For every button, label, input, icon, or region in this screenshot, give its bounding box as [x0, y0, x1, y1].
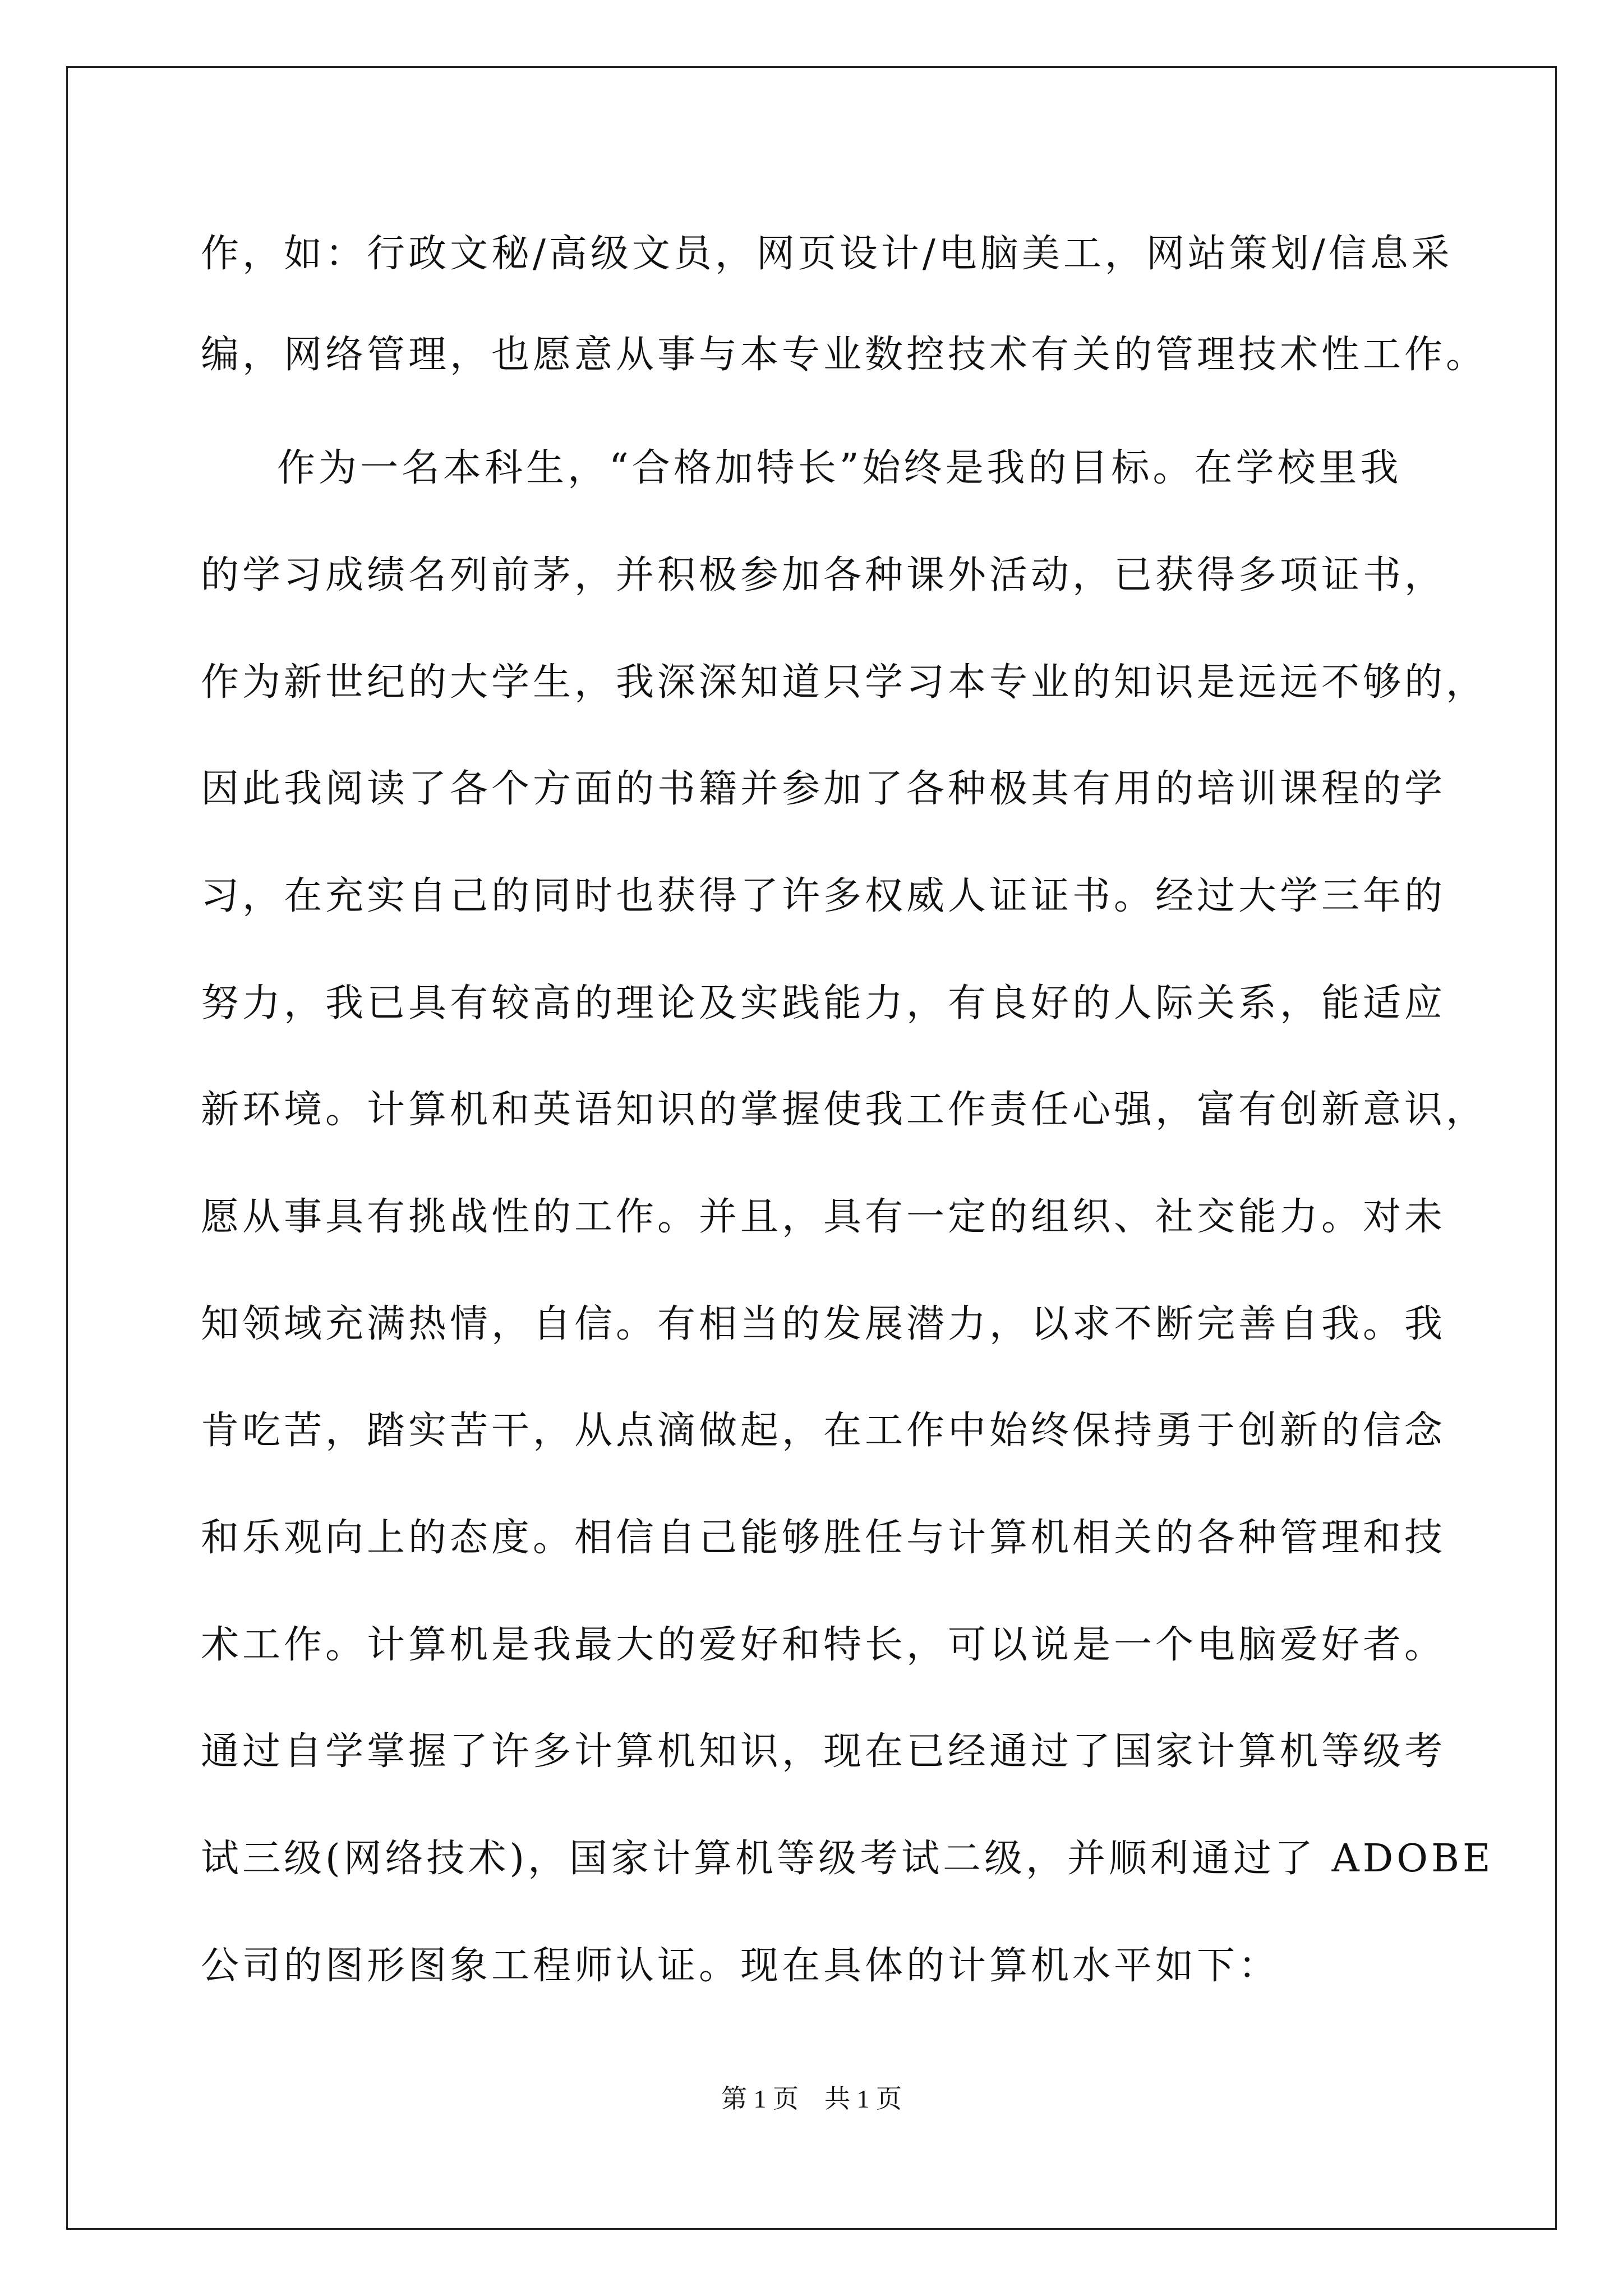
text-line: 编，网络管理，也愿意从事与本专业数控技术有关的管理技术性工作。	[201, 333, 1488, 377]
text-line: 通过自学掌握了许多计算机知识，现在已经通过了国家计算机等级考	[201, 1729, 1446, 1774]
text-line: 因此我阅读了各个方面的书籍并参加了各种极其有用的培训课程的学	[201, 767, 1446, 811]
text-line: 努力，我已具有较高的理论及实践能力，有良好的人际关系，能适应	[201, 981, 1446, 1025]
text-line: 新环境。计算机和英语知识的掌握使我工作责任心强，富有创新意识，	[201, 1088, 1488, 1132]
text-line: 公司的图形图象工程师认证。现在具体的计算机水平如下：	[201, 1944, 1280, 1988]
text-line: 愿从事具有挑战性的工作。并且，具有一定的组织、社交能力。对未	[201, 1195, 1446, 1239]
text-line: 习，在充实自己的同时也获得了许多权威人证证书。经过大学三年的	[201, 874, 1446, 918]
page-border	[66, 66, 1557, 2230]
text-line: 肯吃苦，踏实苦干，从点滴做起，在工作中始终保持勇于创新的信念	[201, 1409, 1446, 1453]
text-line: 作为新世纪的大学生，我深深知道只学习本专业的知识是远远不够的，	[201, 660, 1488, 705]
text-line: 和乐观向上的态度。相信自己能够胜任与计算机相关的各种管理和技	[201, 1516, 1446, 1560]
text-line: 试三级(网络技术)，国家计算机等级考试二级，并顺利通过了 ADOBE	[201, 1837, 1494, 1881]
text-line: 的学习成绩名列前茅，并积极参加各种课外活动，已获得多项证书，	[201, 553, 1446, 597]
text-line: 作为一名本科生，“合格加特长”始终是我的目标。在学校里我	[277, 446, 1402, 490]
page-number-footer: 第 1 页 共 1 页	[721, 2085, 902, 2113]
text-line: 作，如：行政文秘/高级文员，网页设计/电脑美工，网站策划/信息采	[201, 232, 1453, 276]
text-line: 知领域充满热情，自信。有相当的发展潜力，以求不断完善自我。我	[201, 1302, 1446, 1346]
text-line: 术工作。计算机是我最大的爱好和特长，可以说是一个电脑爱好者。	[201, 1623, 1446, 1667]
